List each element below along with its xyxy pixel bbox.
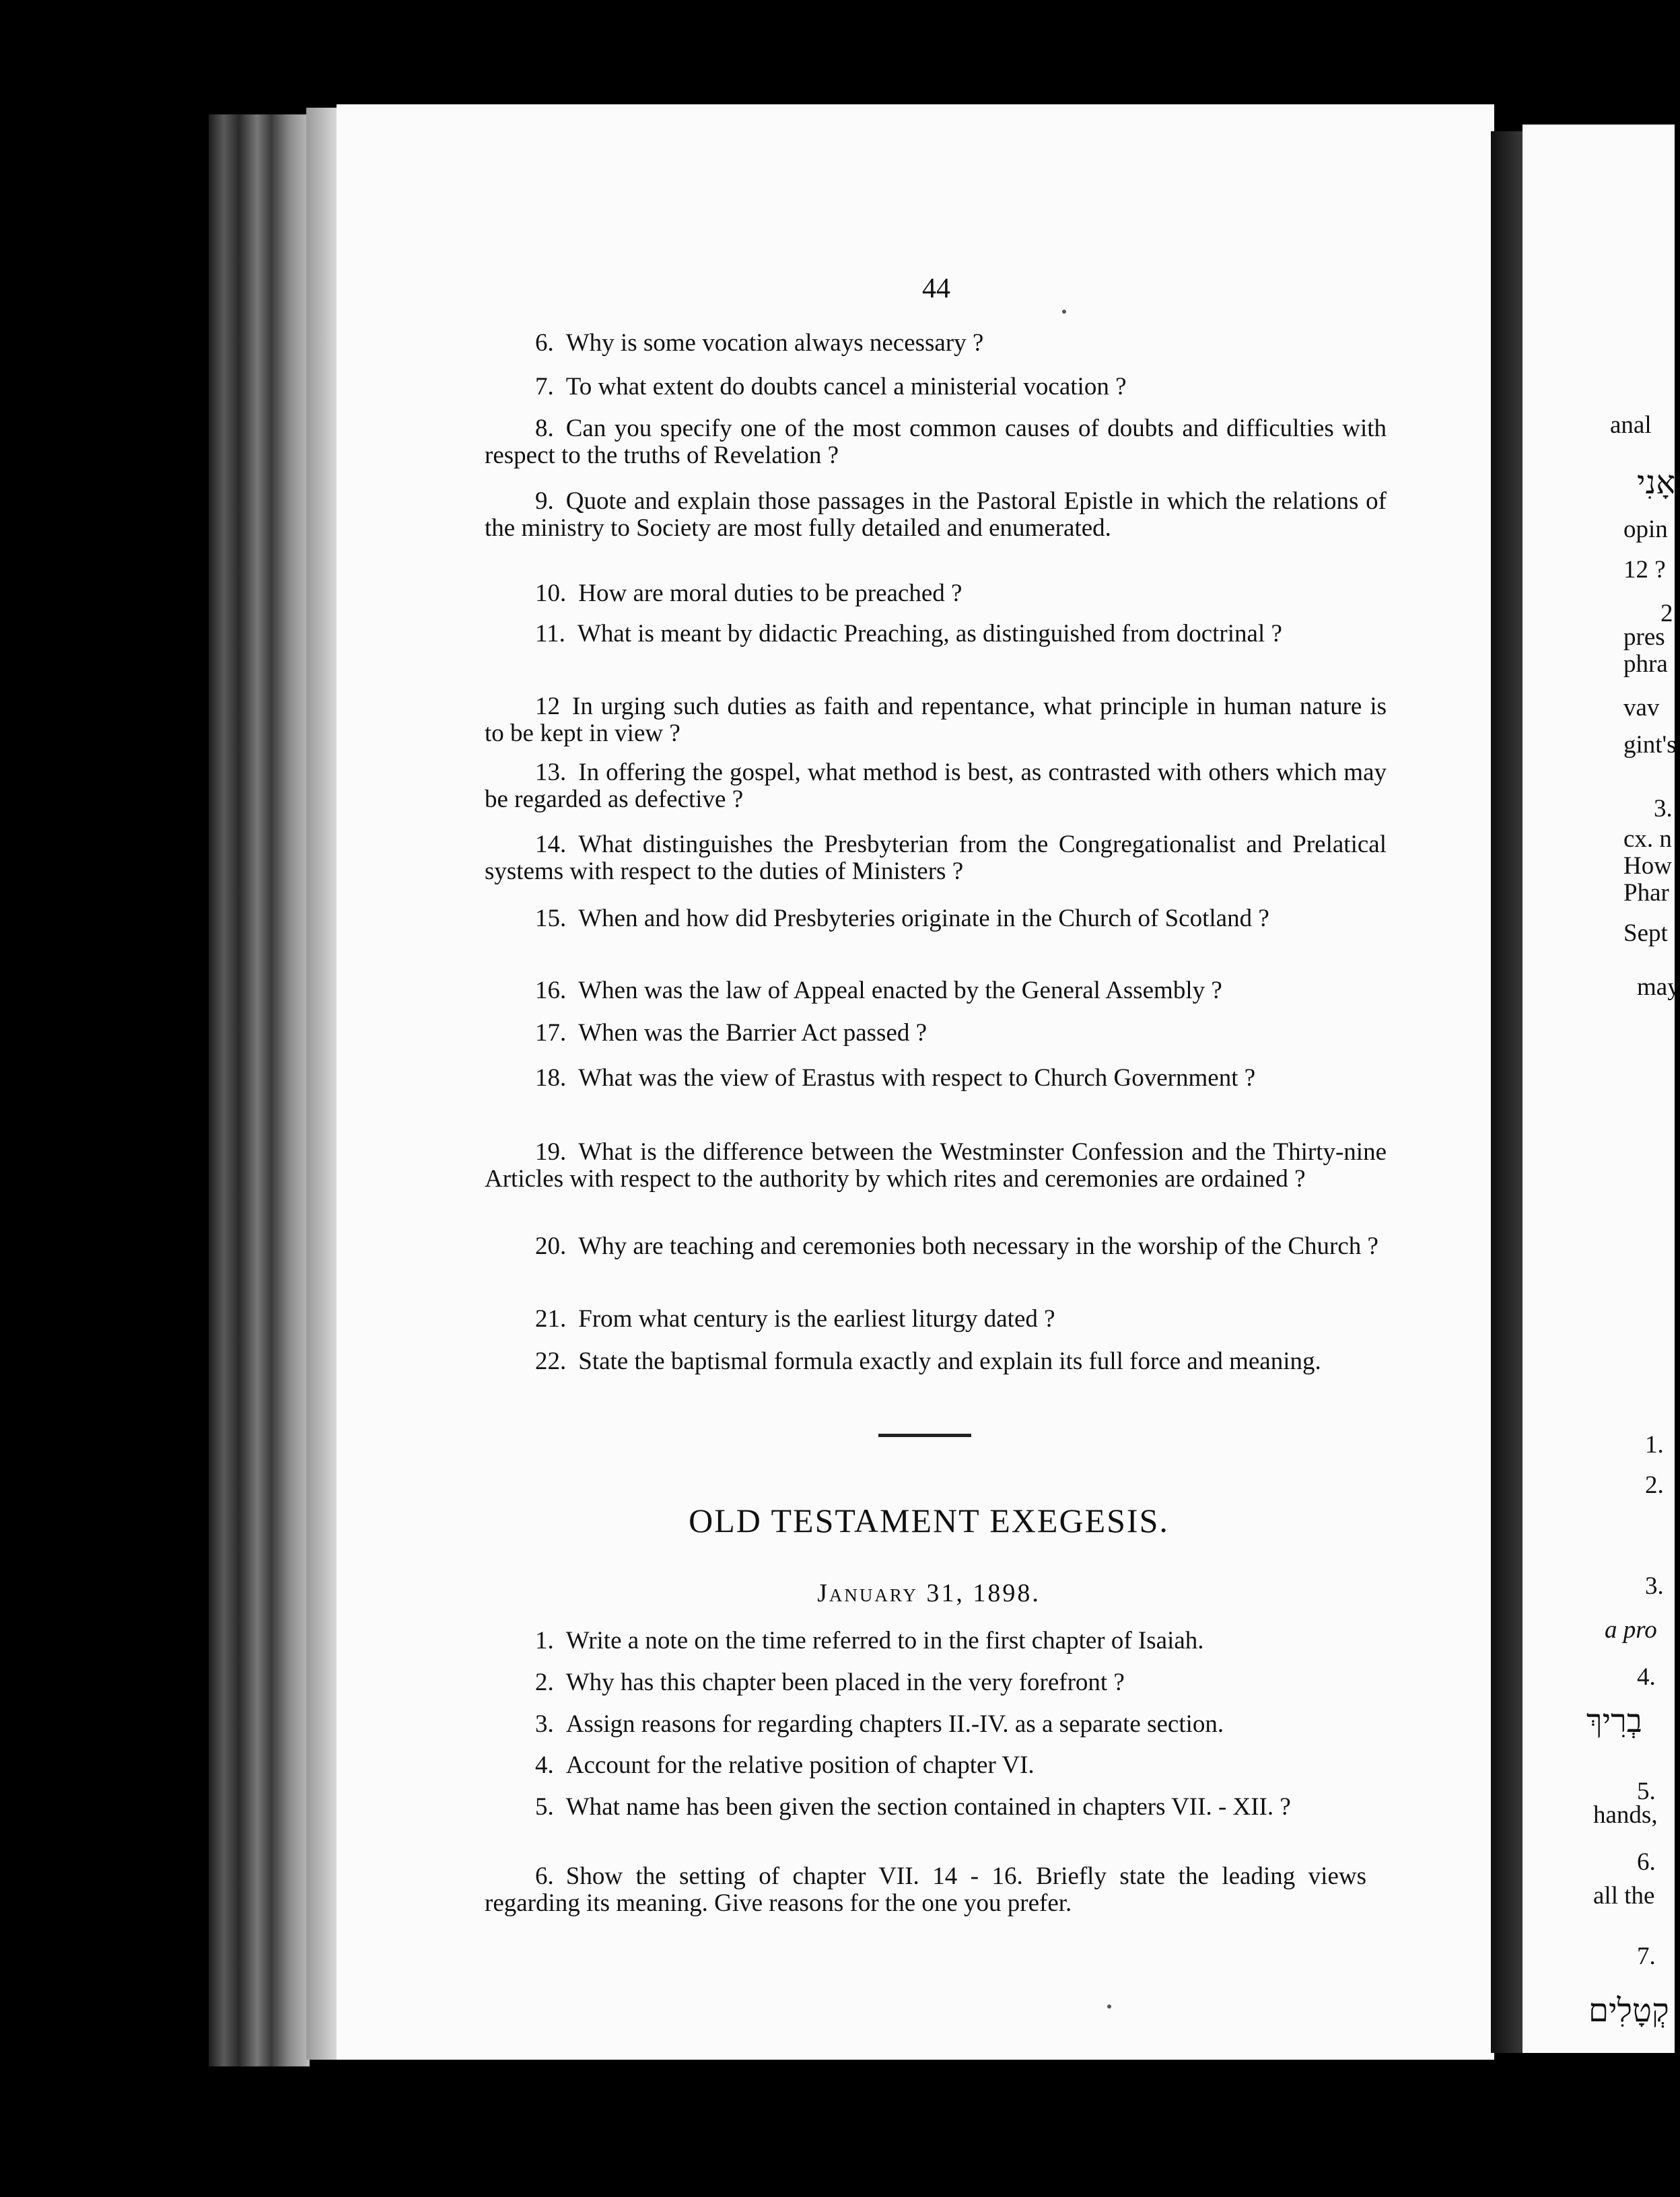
question-item: 11. What is meant by didactic Preaching, as distinguished from doctrinal ? (535, 620, 1282, 648)
rp-fragment: 7. (1637, 1943, 1656, 1970)
rp-fragment: 5. (1637, 1778, 1656, 1805)
rp-fragment: 12 ? (1623, 556, 1666, 584)
question-item: 19. What is the difference between the Westminster Confession and the Thirty-nine Articles with respect to the authority by which rites and ceremonies are ordained ? (485, 1138, 1387, 1193)
exam-question: 4. Account for the relative position of chapter VI. (535, 1751, 1035, 1779)
question-item: 14. What distinguishes the Presbyterian from the Congregationalist and Prelatical systems with respect to the duties of Ministers ? (485, 831, 1387, 885)
question-item: 9. Quote and explain those passages in the Pastoral Epistle in which the relations of the ministry to Society are most fully detailed and enumerated. (485, 487, 1387, 542)
question-item: 10. How are moral duties to be preached ? (535, 580, 963, 607)
rp-fragment: vav (1623, 694, 1660, 722)
right-page (1523, 125, 1680, 2053)
rp-fragment: 2. (1645, 1471, 1664, 1499)
rp-fragment: cx. n (1623, 825, 1672, 853)
question-item: 16. When was the law of Appeal enacted by the General Assembly ? (535, 977, 1222, 1004)
rp-fragment: קְטָלִים (1588, 1993, 1669, 2029)
book-edge-inner (306, 108, 337, 2060)
question-item: 8. Can you specify one of the most common causes of doubts and difficulties with respect to the truths of Revelation ? (485, 415, 1387, 469)
rp-fragment: How (1623, 852, 1672, 880)
question-item: 20. Why are teaching and ceremonies both necessary in the worship of the Church ? (535, 1232, 1378, 1260)
section-title: OLD TESTAMENT EXEGESIS. (689, 1502, 1169, 1539)
question-item: 22. State the baptismal formula exactly and explain its full force and meaning. (535, 1348, 1321, 1375)
rp-fragment: pres (1623, 623, 1665, 651)
rp-fragment: 2 (1660, 600, 1673, 627)
rp-fragment: 6. (1637, 1848, 1656, 1876)
rp-fragment: 3. (1654, 795, 1673, 823)
speck (1107, 2004, 1111, 2009)
rp-fragment: phra (1623, 650, 1668, 678)
section-date: January 31, 1898. (817, 1579, 1041, 1607)
rp-fragment: 1. (1645, 1431, 1664, 1459)
rp-fragment: Phar (1623, 879, 1669, 907)
exam-question: 6. Show the setting of chapter VII. 14 - 16. Briefly state the leading views regarding its meaning. Give reasons for the one you prefer. (485, 1862, 1366, 1917)
exam-question: 1. Write a note on the time referred to in the first chapter of Isaiah. (535, 1627, 1204, 1654)
question-item: 6. Why is some vocation always necessary ? (535, 329, 984, 357)
rp-fragment: בְרִיךְ (1586, 1704, 1642, 1739)
book-edge (209, 114, 310, 2066)
rp-fragment: a pro (1605, 1616, 1657, 1644)
exam-question: 3. Assign reasons for regarding chapters II.-IV. as a separate section. (535, 1710, 1224, 1738)
question-item: 17. When was the Barrier Act passed ? (535, 1019, 928, 1047)
question-item: 13. In offering the gospel, what method is best, as contrasted with others which may be regarded as defective ? (485, 759, 1387, 813)
rp-fragment: may (1637, 973, 1680, 1001)
question-item: 7. To what extent do doubts cancel a ministerial vocation ? (535, 373, 1127, 400)
rp-fragment: 3. (1645, 1572, 1664, 1600)
rp-fragment: 4. (1637, 1663, 1656, 1691)
right-gutter (1491, 131, 1525, 2053)
rp-fragment: all the (1593, 1882, 1655, 1910)
exam-question: 5. What name has been given the section contained in chapters VII. - XII. ? (535, 1793, 1291, 1821)
speck (1062, 310, 1066, 314)
question-item: 21. From what century is the earliest liturgy dated ? (535, 1305, 1055, 1333)
rp-fragment: Sept (1623, 919, 1668, 947)
rp-fragment: opin (1623, 516, 1668, 543)
page-number: 44 (922, 273, 950, 304)
rp-fragment: אָנִי (1637, 465, 1675, 501)
rp-fragment: hands, (1593, 1801, 1658, 1829)
exam-question: 2. Why has this chapter been placed in the very forefront ? (535, 1669, 1125, 1696)
question-item: 15. When and how did Presbyteries originate in the Church of Scotland ? (535, 905, 1269, 932)
question-item: 12 In urging such duties as faith and repentance, what principle in human nature is to be kept in view ? (485, 693, 1387, 747)
rp-fragment: gint's (1623, 731, 1677, 759)
rp-fragment: anal (1610, 411, 1652, 439)
section-divider (878, 1434, 971, 1437)
question-item: 18. What was the view of Erastus with respect to Church Government ? (535, 1064, 1256, 1092)
